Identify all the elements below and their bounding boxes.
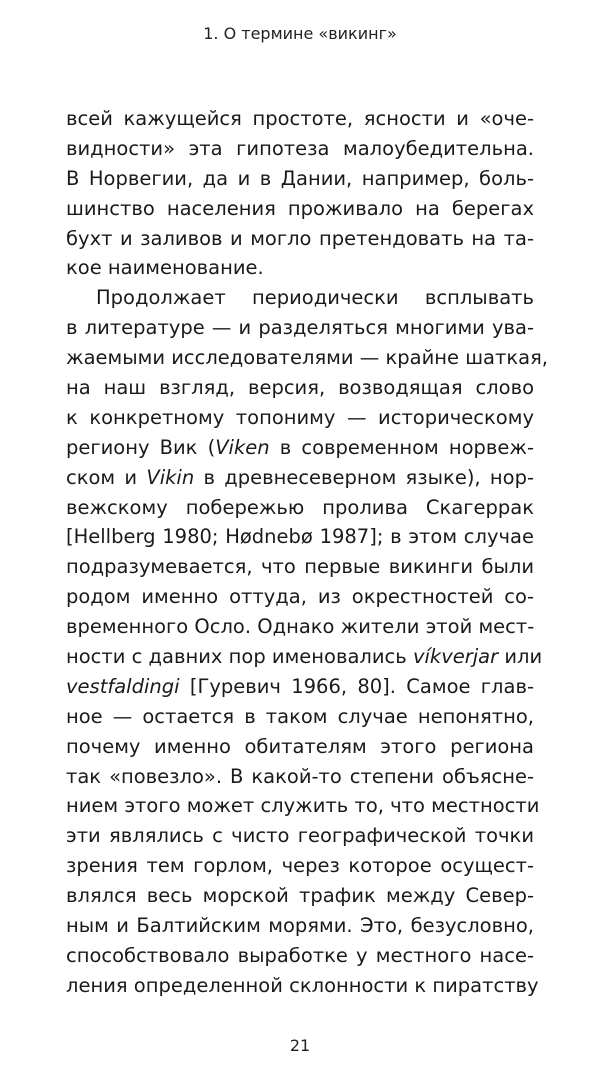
text-segment: жаемыми исследователями — крайне шаткая, [66, 346, 548, 370]
text-line [66, 851, 534, 881]
text-segment: родом именно оттуда, из окрестностей со- [66, 585, 534, 609]
text-line [66, 791, 540, 821]
text-segment: зрения тем горлом, через которое осущест- [66, 854, 534, 878]
text-segment: или [498, 645, 543, 669]
text-line [66, 762, 534, 792]
text-segment: эти являлись с чисто географической точки [66, 824, 534, 848]
text-segment: в древнесеверном языке), нор- [194, 465, 534, 489]
text-segment: в литературе — и разделяться многими ува- [66, 316, 534, 340]
text-line [66, 224, 534, 254]
text-segment: [Hellberg 1980; Hødnebø 1987]; в этом случае [66, 525, 534, 549]
text-line [66, 941, 534, 971]
text-line [66, 821, 534, 851]
body-text [66, 104, 548, 1001]
text-segment: ное — остается в таком случае непонятно, [66, 704, 534, 728]
text-line [66, 582, 534, 612]
text-line [66, 672, 534, 702]
text-line [66, 552, 534, 582]
text-segment: всей кажущейся простоте, ясности и «оче- [66, 107, 534, 130]
text-line [66, 642, 543, 672]
page-number: 21 [289, 1036, 311, 1055]
text-line [66, 493, 534, 523]
text-segment: шинство населения проживало на берегах [66, 196, 534, 220]
text-segment: ском и [66, 465, 147, 489]
text-segment: к конкретному топониму — историческому [66, 405, 534, 429]
text-segment: на наш взгляд, версия, возводящая слово [66, 376, 534, 400]
paragraph [66, 283, 548, 1000]
text-line [66, 732, 534, 762]
text-line [66, 433, 534, 463]
text-segment: почему именно обитателям этого региона [66, 734, 534, 758]
text-line [66, 194, 534, 224]
text-line [66, 164, 534, 194]
text-segment: способствовало выработке у местного насе- [66, 943, 534, 967]
text-line [66, 612, 534, 642]
text-segment: бухт и заливов и могло претендовать на та- [66, 226, 534, 250]
text-segment: В Норвегии, да и в Дании, например, боль- [66, 166, 534, 190]
text-segment: региону Вик ( [66, 435, 216, 459]
text-segment: подразумевается, что первые викинги были [66, 555, 534, 579]
text-line [66, 253, 534, 283]
italic-term: víkverjar [412, 645, 499, 669]
paragraph [66, 104, 534, 283]
text-segment: в современном норвеж- [269, 435, 534, 459]
text-line [66, 881, 534, 911]
text-segment: видности» эта гипотеза малоубедительна. [66, 136, 534, 160]
text-segment: Продолжает периодически всплывать [96, 286, 534, 310]
italic-term: Viken [215, 435, 270, 459]
text-line [66, 313, 534, 343]
text-segment: нием этого может служить то, что местности [66, 794, 540, 818]
text-segment: так «повезло». В какой-то степени объясне- [66, 764, 534, 788]
text-segment: временного Осло. Однако жители этой мест- [66, 615, 535, 639]
italic-term: vestfaldingi [66, 674, 180, 698]
text-line [66, 134, 534, 164]
italic-term: Vikin [146, 465, 195, 489]
text-line [66, 522, 534, 552]
text-line [66, 373, 534, 403]
text-line [66, 403, 534, 433]
text-line [66, 104, 534, 134]
text-line [66, 702, 534, 732]
text-segment: вежскому побережью пролива Скагеррак [66, 495, 534, 519]
text-segment: ности с давних пор именовались [66, 645, 413, 669]
text-segment: кое наименование. [66, 256, 264, 280]
text-line [66, 463, 534, 493]
text-segment: ным и Балтийским морями. Это, безусловно, [66, 914, 534, 938]
text-line [66, 343, 548, 373]
text-segment: [Гуревич 1966, 80]. Самое глав- [179, 674, 534, 698]
text-line [66, 283, 534, 313]
text-segment: влялся весь морской трафик между Север- [66, 884, 534, 908]
text-line [66, 911, 534, 941]
text-line [66, 971, 539, 1001]
text-segment: ления определенной склонности к пиратству [66, 973, 539, 997]
running-head: 1. О термине «викинг» [203, 24, 397, 43]
